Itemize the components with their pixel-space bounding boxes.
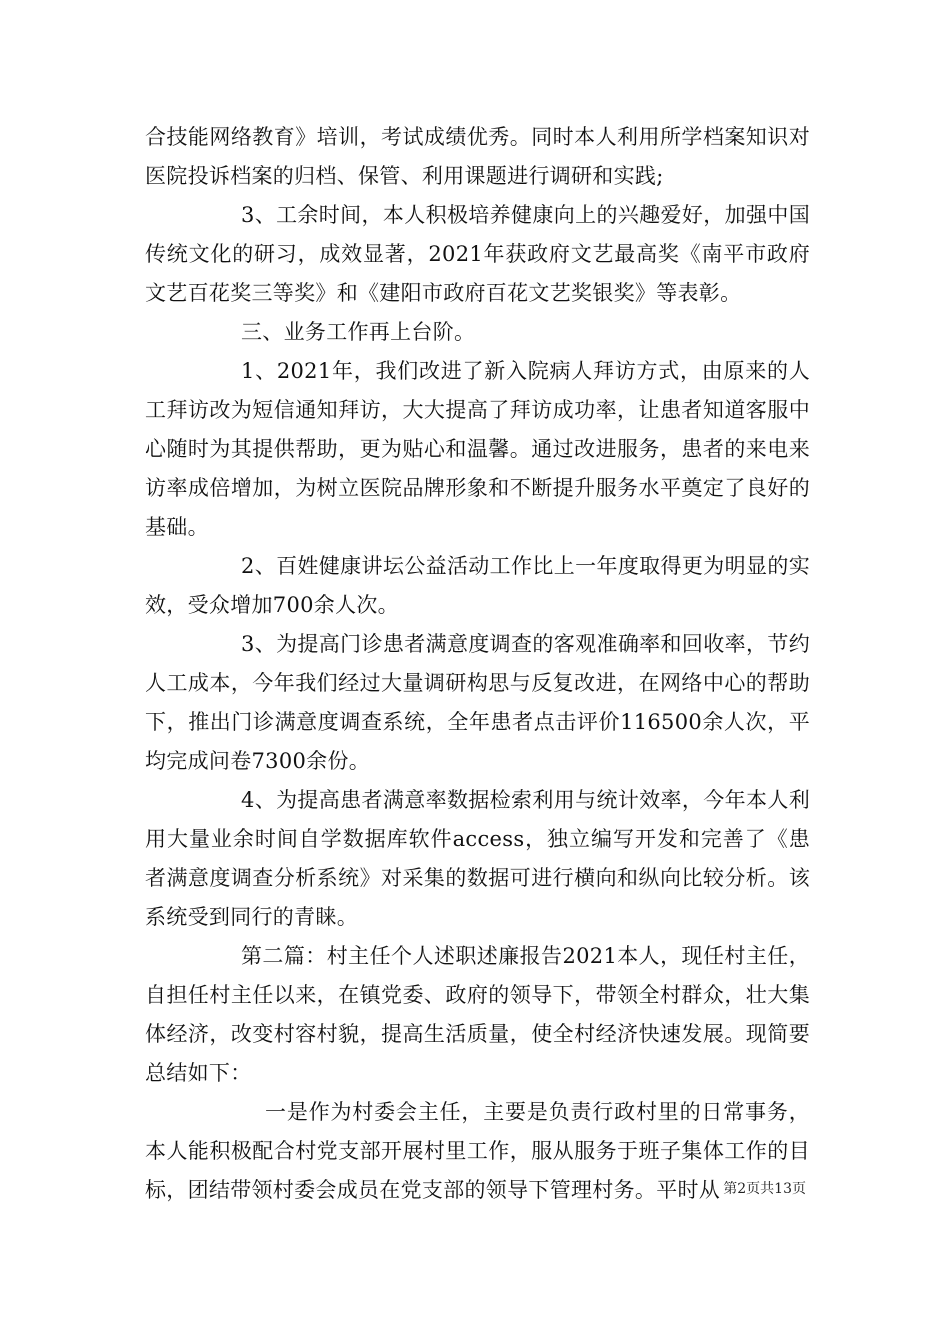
- page-number-footer: 第2页共13页: [723, 1181, 806, 1197]
- paragraph-item-3: 3、为提高门诊患者满意度调查的客观准确率和回收率，节约人工成本，今年我们经过大量调研构思与反复改进，在网络中心的帮助下，推出门诊满意度调查系统，全年患者点击评价116500余人次，平均完成问卷7300余份。: [145, 632, 810, 773]
- paragraph-continuation: 合技能网络教育》培训，考试成绩优秀。同时本人利用所学档案知识对医院投诉档案的归档、保管、利用课题进行调研和实践;: [145, 125, 810, 188]
- paragraph-second-article: 第二篇：村主任个人述职述廉报告2021本人，现任村主任，自担任村主任以来，在镇党委、政府的领导下，带领全村群众，壮大集体经济，改变村容村貌，提高生活质量，使全村经济快速发展。现简要总结如下：: [145, 944, 810, 1085]
- document-body: [145, 118, 810, 1210]
- paragraph-item-2: 2、百姓健康讲坛公益活动工作比上一年度取得更为明显的实效，受众增加700余人次。: [145, 554, 810, 617]
- paragraph-spare-time: 3、工余时间，本人积极培养健康向上的兴趣爱好，加强中国传统文化的研习，成效显著，2021年获政府文艺最高奖《南平市政府文艺百花奖三等奖》和《建阳市政府百花文艺奖银奖》等表彰。: [145, 203, 810, 305]
- paragraph-item-4: 4、为提高患者满意率数据检索利用与统计效率，今年本人利用大量业余时间自学数据库软件access，独立编写开发和完善了《患者满意度调查分析系统》对采集的数据可进行横向和纵向比较分析。该系统受到同行的青睐。: [145, 788, 810, 929]
- section-heading-business: 三、业务工作再上台阶。: [241, 320, 476, 344]
- paragraph-item-1: 1、2021年，我们改进了新入院病人拜访方式，由原来的人工拜访改为短信通知拜访，大大提高了拜访成功率，让患者知道客服中心随时为其提供帮助，更为贴心和温馨。通过改进服务，患者的来电来访率成倍增加，为树立医院品牌形象和不断提升服务水平奠定了良好的基础。: [145, 359, 810, 539]
- paragraph-first-point: 一是作为村委会主任，主要是负责行政村里的日常事务，本人能积极配合村党支部开展村里工作，服从服务于班子集体工作的目标，团结带领村委会成员在党支部的领导下管理村务。平时从: [145, 1100, 810, 1202]
